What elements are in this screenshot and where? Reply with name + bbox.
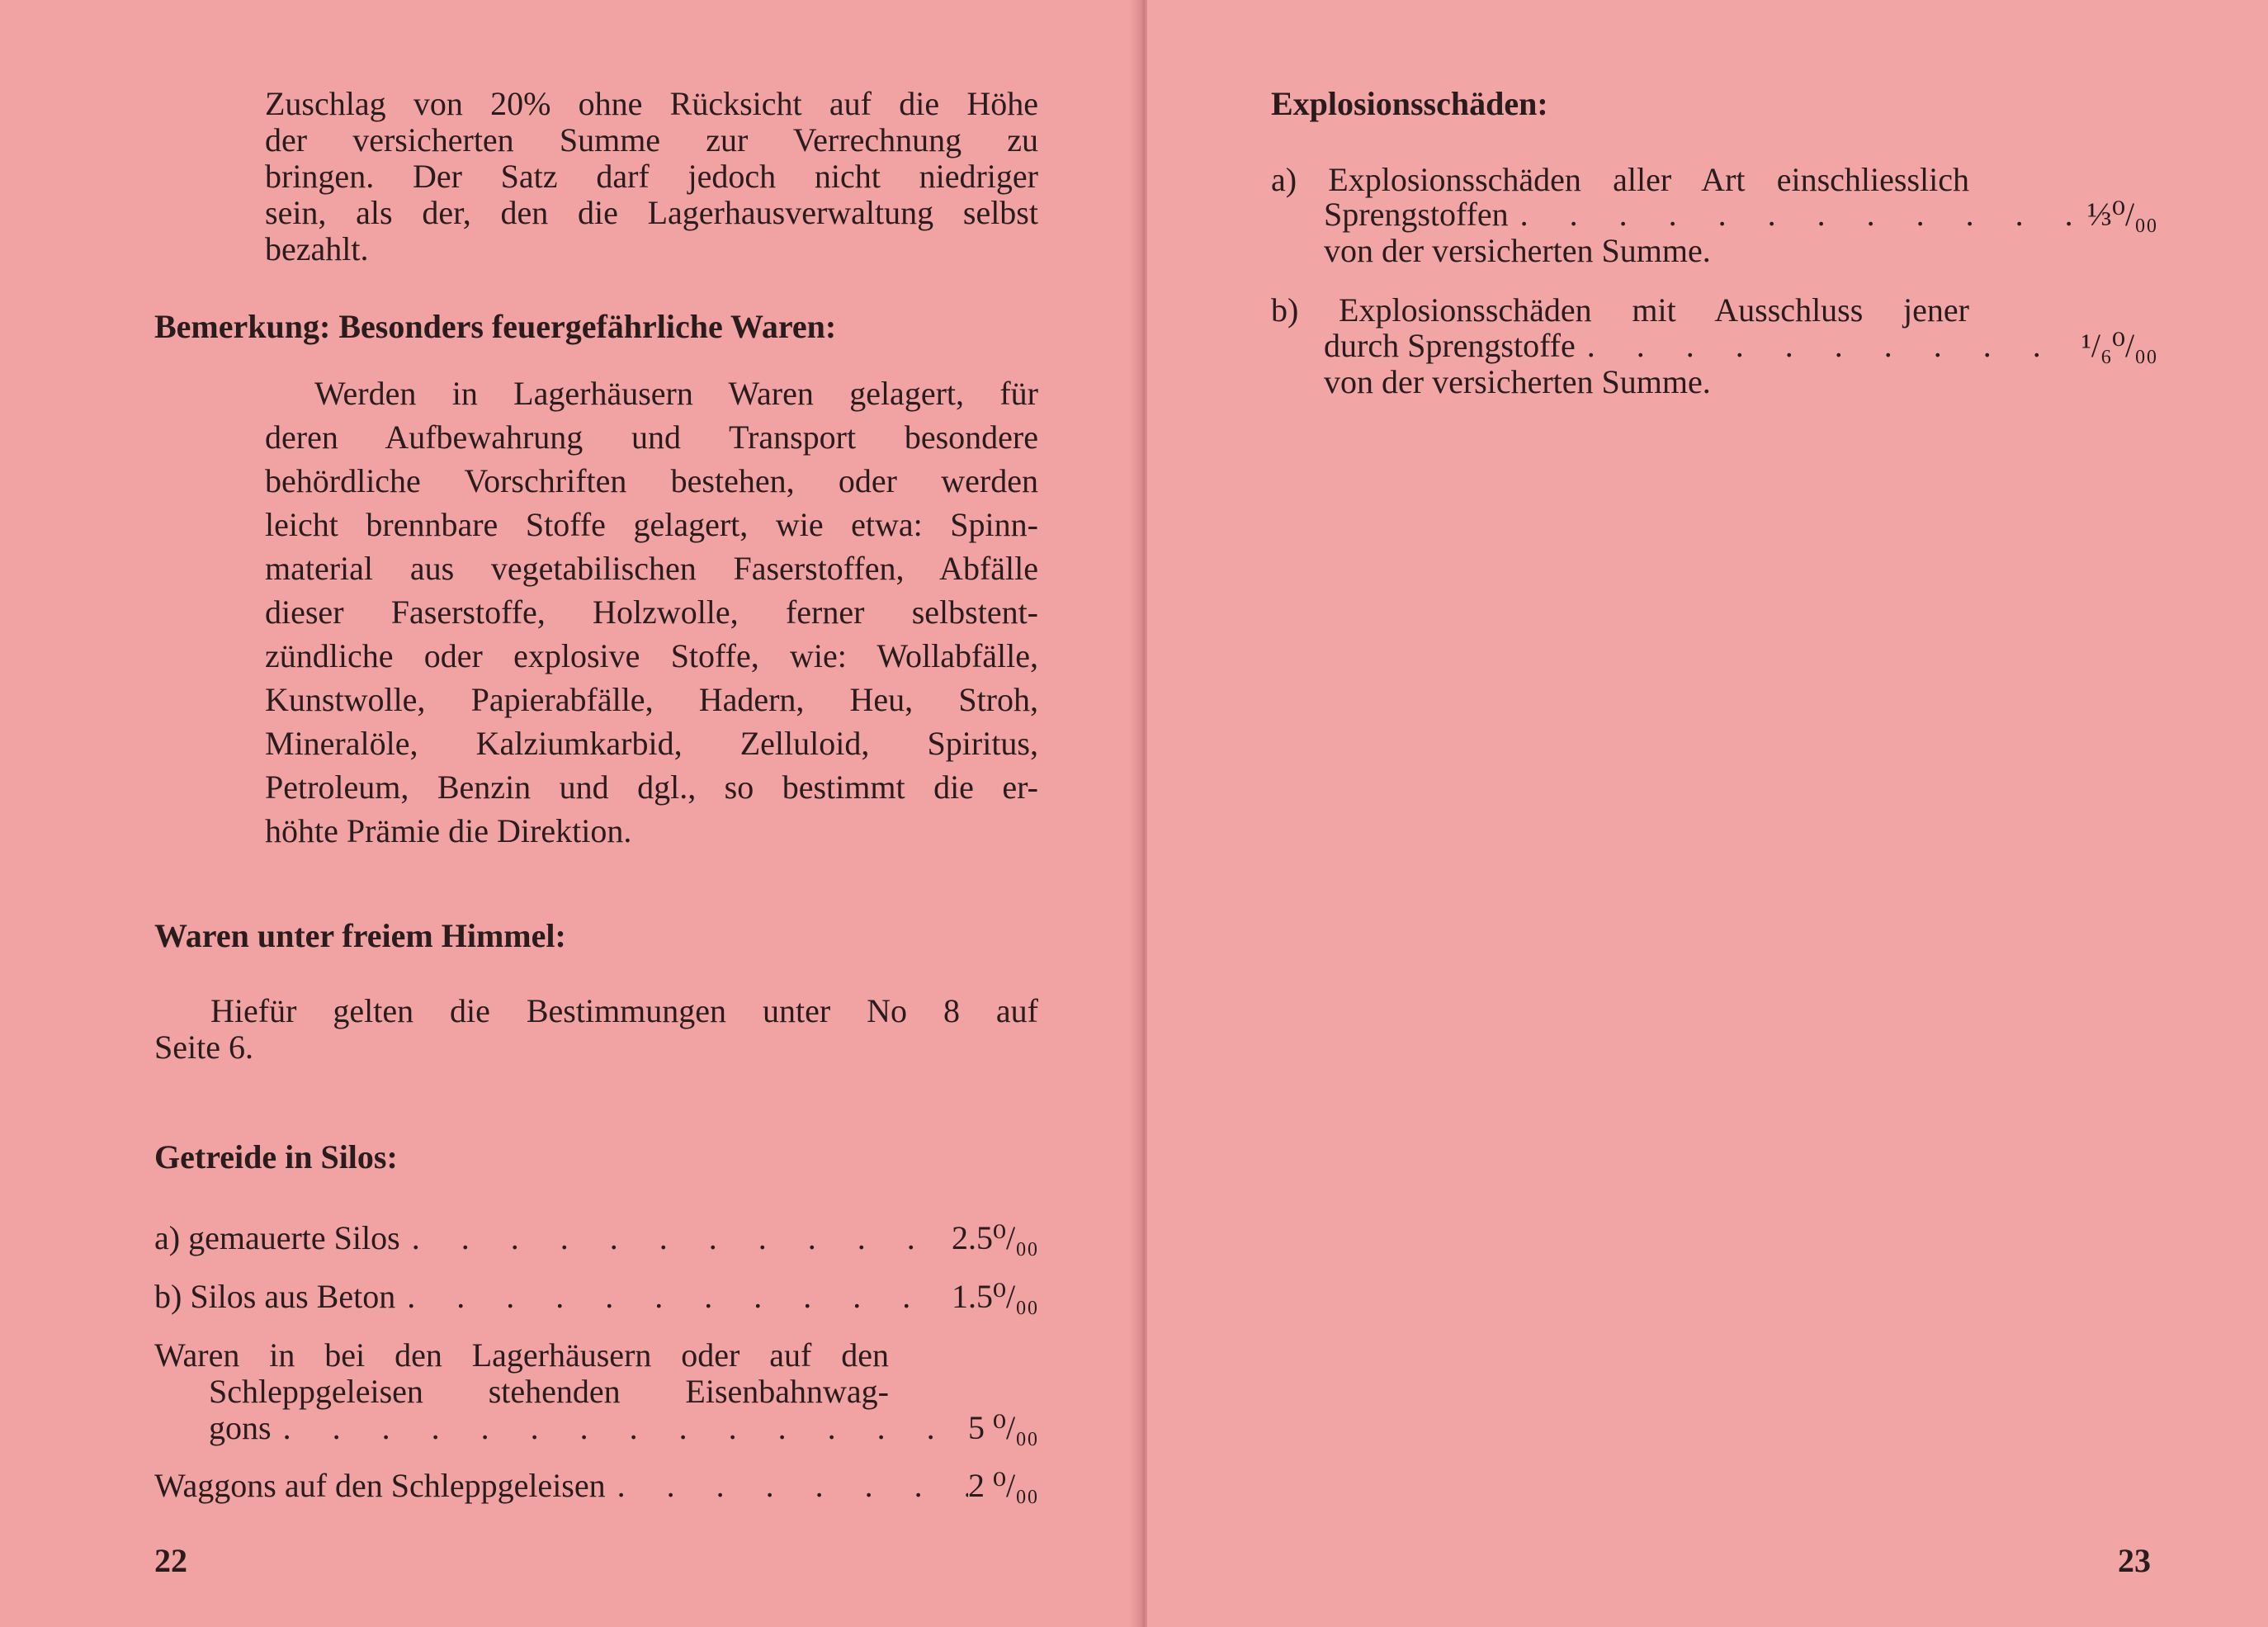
text-line: bringen. Der Satz darf jedoch nicht niedriger [265,158,1038,195]
text-line: Zuschlag von 20% ohne Rücksicht auf die Höhe [265,85,1038,122]
explosion-item-b-note: von der versicherten Summe. [1324,363,1711,400]
rate-value: ¹/₆⁰/₀₀ [2081,327,2157,364]
text-line: Kunstwolle, Papierabfälle, Hadern, Heu, Stroh, [265,681,1038,718]
rate-row [1324,196,2157,233]
rate-label: gons [209,1409,272,1446]
page-number: 23 [2118,1542,2151,1579]
leader-dots [272,1410,968,1446]
explosion-heading: Explosionsschäden: [1271,85,1548,122]
freiem-himmel-paragraph [154,993,1038,1066]
bemerkung-paragraph [265,371,1038,853]
rate-value: 1.5⁰/₀₀ [951,1278,1038,1315]
intro-paragraph [265,86,1038,267]
leader-dots [1509,196,2087,233]
rate-value: ⅓⁰/₀₀ [2086,196,2157,233]
rate-value: 2 ⁰/₀₀ [967,1467,1038,1504]
text-line: Werden in Lagerhäusern Waren gelagert, für [314,375,1038,412]
rate-label: durch Sprengstoffe [1324,327,1576,364]
rate-row [1324,328,2157,364]
leader-dots [1576,328,2081,364]
explosion-item-b [1271,292,2096,329]
silos-heading: Getreide in Silos: [154,1138,398,1175]
text-line: Mineralöle, Kalziumkarbid, Zelluloid, Spiritus, [265,725,1038,762]
waggons-paragraph [154,1337,889,1410]
right-page [1147,0,2268,1627]
rate-label: Sprengstoffen [1324,196,1509,233]
text-line: material aus vegetabilischen Faserstoffen, Abfälle [265,550,1038,587]
rate-label: b) Silos aus Beton [154,1278,396,1315]
text-line: Schleppgeleisen stehenden Eisenbahnwag- [209,1373,889,1410]
text-line: der versicherten Summe zur Verrechnung zu [265,121,1038,158]
text-line: Hiefür gelten die Bestimmungen unter No 8 auf [210,992,1038,1029]
bemerkung-heading: Bemerkung: Besonders feuergefährliche Waren: [154,308,837,345]
text-line: bezahlt. [265,230,369,267]
text-line: b) Explosionsschäden mit Ausschluss jener [1271,291,1969,329]
text-line: Petroleum, Benzin und dgl., so bestimmt die er- [265,769,1038,806]
rate-value: 2.5⁰/₀₀ [951,1219,1038,1256]
text-line: Seite 6. [154,1029,253,1066]
leader-dots [606,1468,968,1504]
freiem-himmel-heading: Waren unter freiem Himmel: [154,917,566,954]
rate-row [154,1279,1038,1315]
rate-value: 5 ⁰/₀₀ [967,1409,1038,1446]
rate-label: Waggons auf den Schleppgeleisen [154,1467,606,1504]
text-line: dieser Faserstoffe, Holzwolle, ferner selbstent- [265,594,1038,631]
text-line: sein, als der, den die Lagerhausverwaltung selbst [265,194,1038,231]
leader-dots [395,1279,952,1315]
text-line: leicht brennbare Stoffe gelagert, wie etwa: Spinn- [265,506,1038,543]
text-line: a) Explosionsschäden aller Art einschliesslich [1271,161,1969,198]
rate-row [154,1468,1038,1504]
explosion-item-a-note: von der versicherten Summe. [1324,232,1711,269]
page-number: 22 [154,1542,187,1579]
rate-label: a) gemauerte Silos [154,1219,400,1256]
explosion-item-a [1271,162,2096,198]
leader-dots [400,1220,952,1256]
text-line: Waren in bei den Lagerhäusern oder auf den [154,1336,889,1374]
text-line: behördliche Vorschriften bestehen, oder werden [265,462,1038,499]
rate-row [154,1220,1038,1256]
text-line: höhte Prämie die Direktion. [265,812,632,849]
text-line: deren Aufbewahrung und Transport besondere [265,419,1038,456]
rate-row [209,1410,1038,1446]
text-line: zündliche oder explosive Stoffe, wie: Wollabfälle, [265,637,1038,674]
